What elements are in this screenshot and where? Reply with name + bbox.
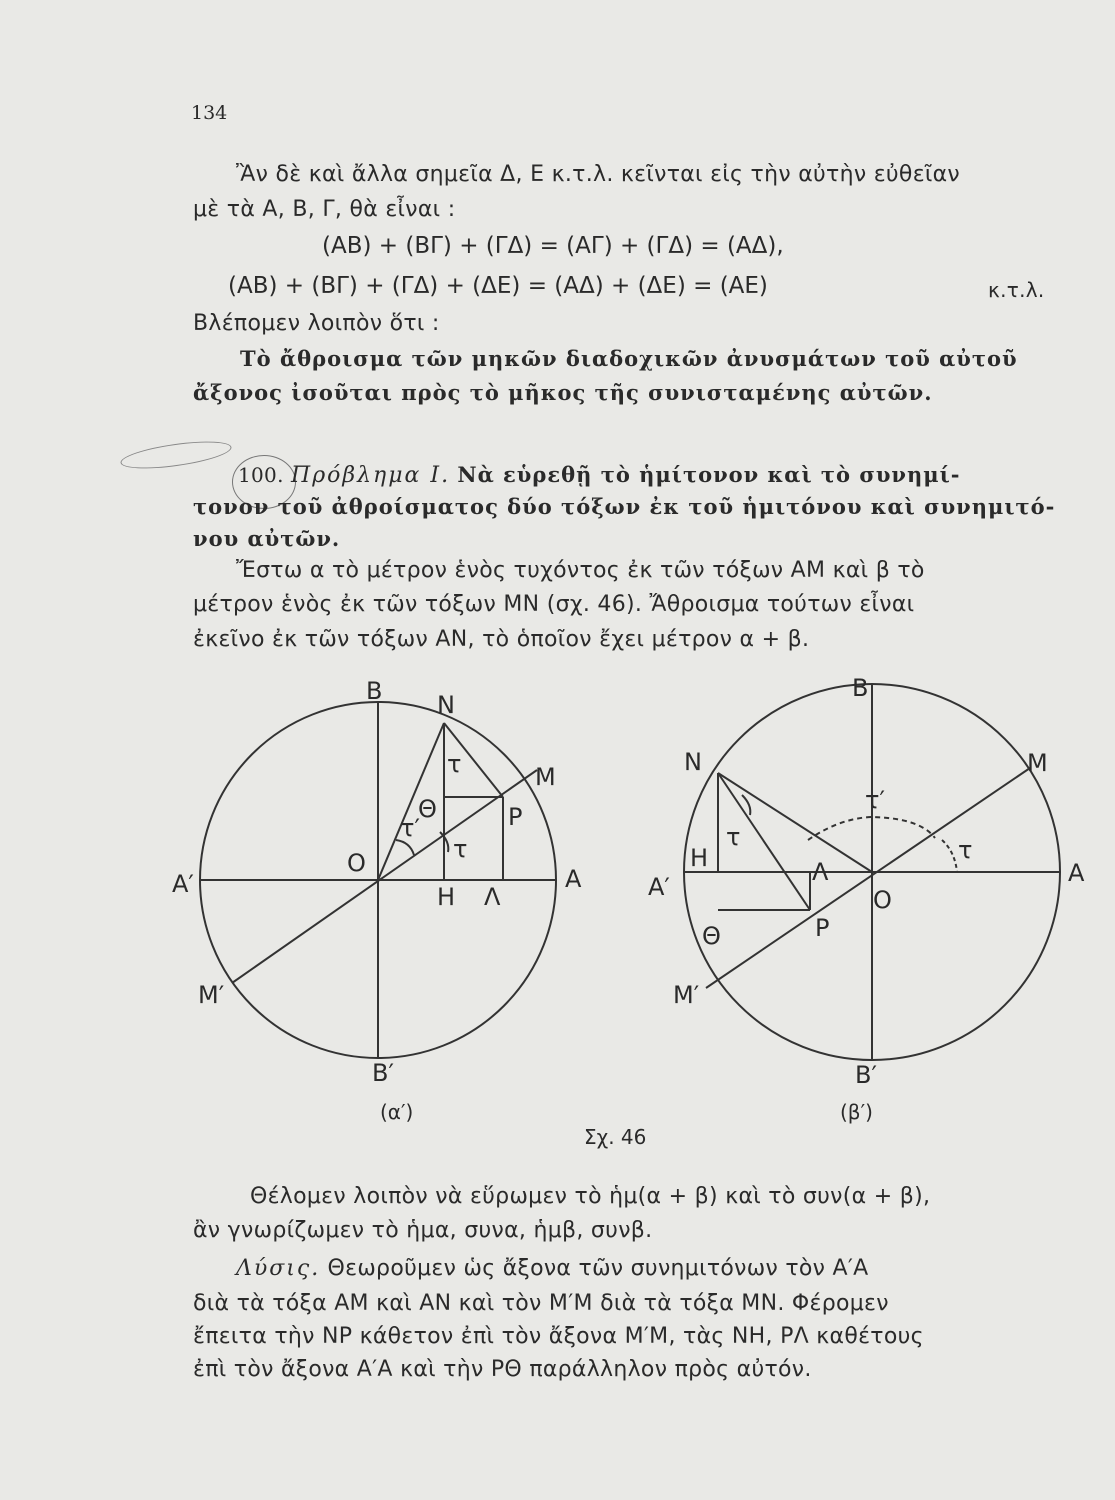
solution-line3: ἔπειτα τὴν ΝΡ κάθετον ἐπὶ τὸν ἄξονα Μ′Μ, τὰς ΝΗ, ΡΛ καθέτους [193,1324,924,1349]
para3-line1: Θέλομεν λοιπὸν νὰ εὕρωμεν τὸ ἡμ(α + β) καὶ τὸ συν(α + β), [250,1184,931,1209]
label-b-prime-left: Β′ [372,1059,394,1087]
label-theta-right: Θ [702,922,721,950]
para2-line2: μέτρον ἑνὸς ἐκ τῶν τόξων ΜΝ (σχ. 46). Ἄθροισμα τούτων εἶναι [193,592,915,617]
label-p-right: Ρ [815,914,830,942]
label-l-right: Λ [812,858,829,886]
equation-etc: κ.τ.λ. [988,278,1045,302]
problem-text-line3: νου αὐτῶν. [193,526,341,551]
label-m-right: Μ [1027,749,1048,777]
equation-2: (ΑΒ) + (ΒΓ) + (ΓΔ) + (ΔΕ) = (ΑΔ) + (ΔΕ) = (ΑΕ) [228,273,768,299]
label-a-prime-left: Α′ [172,870,194,898]
caption-left-figure: (α′) [380,1100,414,1124]
arc-tau-right [942,840,957,872]
solution-text-line1: Θεωροῦμεν ὡς ἄξονα τῶν συνημιτόνων τὸν Α′Α [327,1256,869,1281]
solution-line4: ἐπὶ τὸν ἄξονα Α′Α καὶ τὴν ΡΘ παράλληλον πρὸς αὐτόν. [193,1357,812,1382]
label-o-left: Ο [347,849,366,877]
label-h-right: Η [690,844,709,872]
label-tau2-left: τ [453,835,468,863]
label-tau-right: τ [726,823,741,851]
page-number: 134 [191,102,228,124]
label-n-right: Ν [684,748,702,776]
theorem-line2: ἄξονος ἰσοῦται πρὸς τὸ μῆκος τῆς συνισταμένης αὐτῶν. [193,380,933,405]
label-h-left: Η [437,883,456,911]
theorem-line1: Τὸ ἄθροισμα τῶν μηκῶν διαδοχικῶν ἀνυσμάτων τοῦ αὐτοῦ [240,346,1018,371]
axis-mm-left [232,770,537,983]
label-b-prime-right: Β′ [855,1061,877,1089]
problem-text-line1: Νὰ εὑρεθῇ τὸ ἡμίτονον καὶ τὸ συνημί- [457,462,961,487]
equation-1: (ΑΒ) + (ΒΓ) + (ΓΔ) = (ΑΓ) + (ΓΔ) = (ΑΔ), [322,233,784,259]
problem-number: 100. [238,463,284,487]
figure-a-geometry [200,702,556,1058]
figure-caption: Σχ. 46 [584,1125,647,1149]
para3-line2: ἂν γνωρίζωμεν τὸ ἡμα, συνα, ἡμβ, συνβ. [193,1218,653,1243]
label-p-left: Ρ [508,803,523,831]
label-o-right: Ο [873,886,892,914]
para1-line1: Ἂν δὲ καὶ ἄλλα σημεῖα Δ, Ε κ.τ.λ. κεῖνται εἰς τὴν αὐτὴν εὐθεῖαν [236,162,961,187]
para2-line1: Ἔστω α τὸ μέτρον ἑνὸς τυχόντος ἐκ τῶν τόξων ΑΜ καὶ β τὸ [236,558,925,583]
solution-label: Λύσις. [236,1256,321,1281]
label-tau-left: τ [447,750,462,778]
label-n-left: Ν [437,691,455,719]
figure-b-geometry [684,684,1060,1060]
label-b-right: Β [852,674,869,702]
conclusion-intro: Βλέπομεν λοιπὸν ὅτι : [193,311,440,336]
label-m-prime-left: Μ′ [198,981,225,1009]
caption-right-figure: (β′) [840,1100,873,1124]
label-tau-prime-right: τ′ [865,786,885,814]
label-a-left: Α [565,865,582,893]
label-theta-left: Θ [418,795,437,823]
label-b-left: Β [366,677,383,705]
label-l-left: Λ [484,883,501,911]
label-tau-prime-left: τ′ [400,814,420,842]
radius-on-right [718,773,872,872]
solution-line1 [236,1256,869,1281]
para1-line2: μὲ τὰ Α, Β, Γ, θὰ εἶναι : [193,197,456,222]
label-m-left: Μ [535,763,556,791]
solution-line2: διὰ τὰ τόξα ΑΜ καὶ ΑΝ καὶ τὸν Μ′Μ διὰ τὰ τόξα ΜΝ. Φέρομεν [193,1291,889,1316]
label-m-prime-right: Μ′ [673,981,700,1009]
problem-text-line2: τονον τοῦ ἀθροίσματος δύο τόξων ἐκ τοῦ ἡμιτόνου καὶ συνημιτό- [193,494,1056,519]
problem-label: Πρόβλημα Ι. [291,463,451,488]
label-tau2-right: τ [958,836,973,864]
label-a-prime-right: Α′ [648,873,670,901]
para2-line3: ἐκεῖνο ἐκ τῶν τόξων ΑΝ, τὸ ὁποῖον ἔχει μέτρον α + β. [193,627,810,652]
figure-b-labels [648,674,1085,1089]
label-a-right: Α [1068,859,1085,887]
arc-tau-prime-left [396,840,414,855]
